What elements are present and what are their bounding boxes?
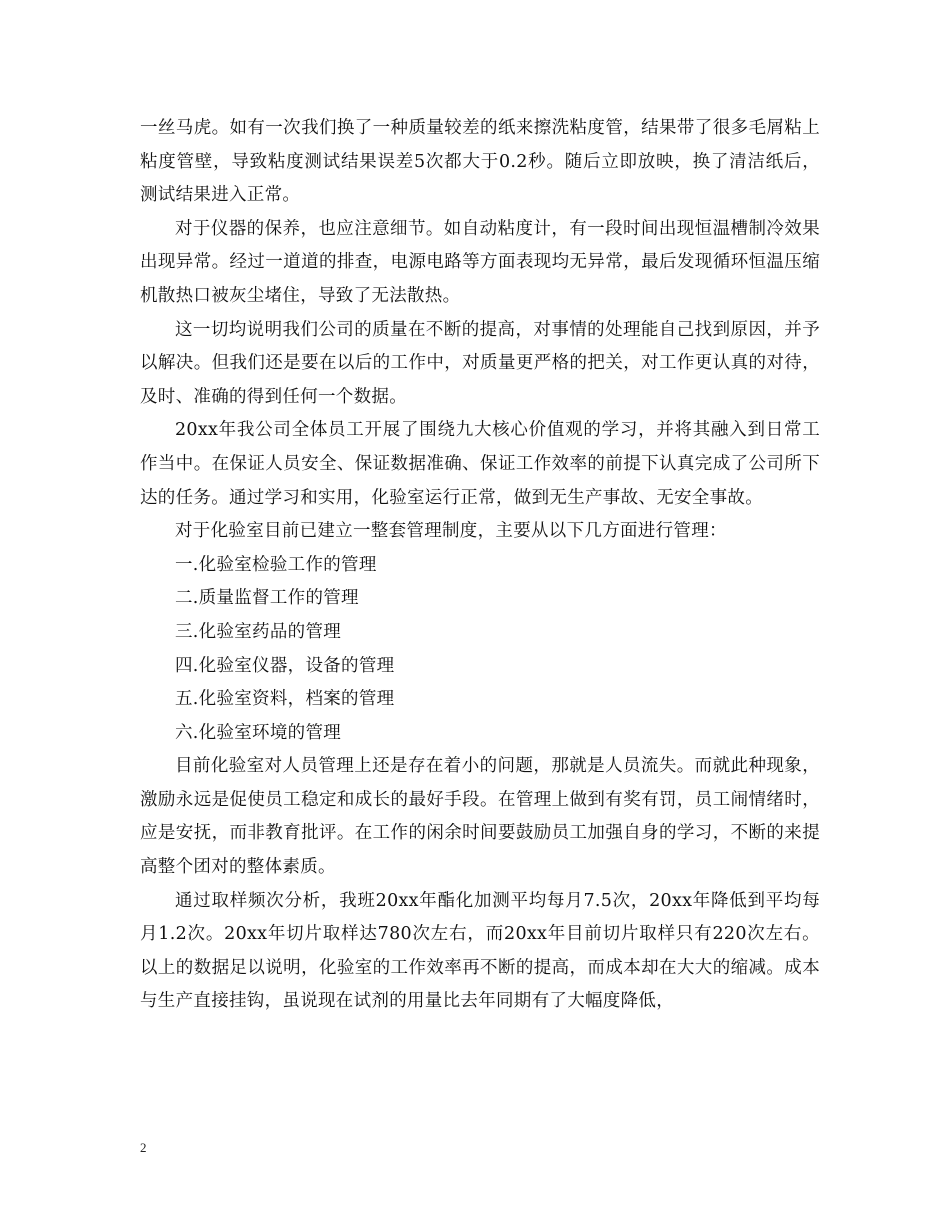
list-item: 二.质量监督工作的管理 [175, 588, 359, 609]
list-item: 五.化验室资料，档案的管理 [175, 689, 395, 710]
paragraph-quality-improvement: 这一切均说明我们公司的质量在不断的提高，对事情的处理能自己找到原因，并予以解决。但我们还是要在以后的工作中，对质量更严格的把关，对工作更认真的对待，及时、准确的得到任何一个数据。 [140, 319, 820, 407]
paragraph-sampling-analysis: 通过取样频次分析，我班20xx年酯化加测平均每月7.5次，20xx年降低到平均每月1.2次。20xx年切片取样达780次左右，而20xx年目前切片取样只有220次左右。以上的数据足以说明，化验室的工作效率再不断的提高，而成本却在大大的缩减。成本与生产直接挂钩，虽说现在试剂的用量比去年同期有了大幅度降低， [140, 890, 820, 1012]
list-item: 三.化验室药品的管理 [175, 621, 342, 642]
list-item: 四.化验室仪器，设备的管理 [175, 655, 395, 676]
document-body [140, 112, 820, 1019]
list-item: 一.化验室检验工作的管理 [175, 554, 377, 575]
paragraph-management-system-intro: 对于化验室目前已建立一整套管理制度，主要从以下几方面进行管理： [175, 521, 727, 542]
paragraph-viscosity-tube: 一丝马虎。如有一次我们换了一种质量较差的纸来擦洗粘度管，结果带了很多毛屑粘上粘度管壁，导致粘度测试结果误差5次都大于0.2秒。随后立即放映，换了清洁纸后，测试结果进入正常。 [140, 118, 820, 206]
management-list [140, 549, 820, 751]
list-item: 六.化验室环境的管理 [175, 722, 342, 743]
paragraph-core-values: 20xx年我公司全体员工开展了围绕九大核心价值观的学习，并将其融入到日常工作当中。在保证人员安全、保证数据准确、保证工作效率的前提下认真完成了公司所下达的任务。通过学习和实用，化验室运行正常，做到无生产事故、无安全事故。 [140, 420, 820, 508]
paragraph-staff-management: 目前化验室对人员管理上还是存在着小的问题，那就是人员流失。而就此种现象，激励永远是促使员工稳定和成长的最好手段。在管理上做到有奖有罚，员工闹情绪时，应是安抚，而非教育批评。在工作的闲余时间要鼓励员工加强自身的学习，不断的来提高整个团对的整体素质。 [140, 756, 820, 878]
paragraph-instrument-maintenance: 对于仪器的保养，也应注意细节。如自动粘度计，有一段时间出现恒温槽制冷效果出现异常。经过一道道的排查，电源电路等方面表现均无异常，最后发现循环恒温压缩机散热口被灰尘堵住，导致了无法散热。 [140, 218, 820, 306]
page-number: 2 [140, 1140, 147, 1155]
